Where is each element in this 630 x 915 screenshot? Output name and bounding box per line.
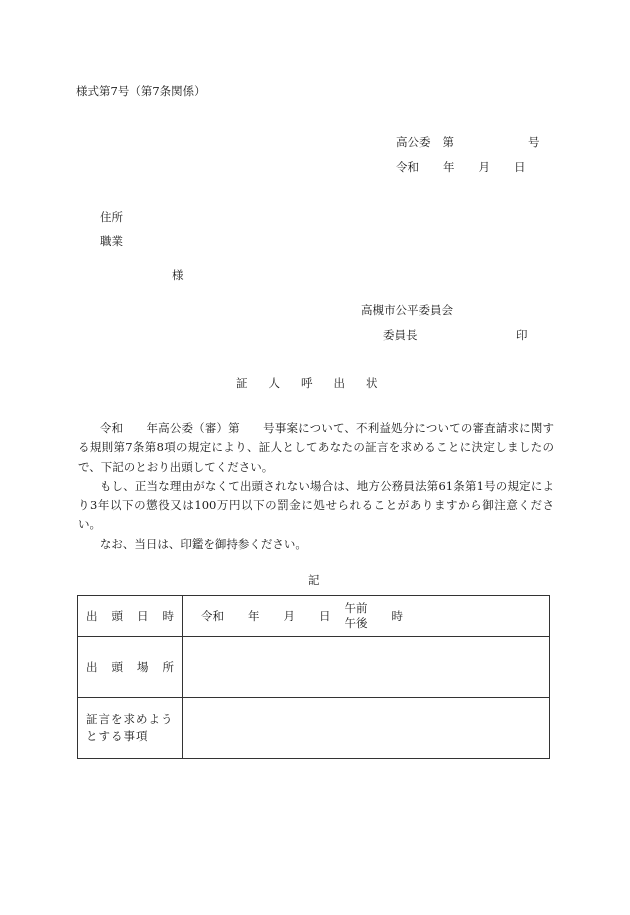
body-paragraph: 令和 年高公委（審）第 号事案について、不利益処分についての審査請求に関する規則第7条第8項の規定により、証人としてあなたの証言を求めることに決定しましたので、下記のとおり出頭してください。 [78, 421, 554, 474]
label-char: 出 [86, 609, 98, 623]
label-char: 場 [137, 660, 149, 674]
label-char: 頭 [111, 609, 123, 623]
honorific: 様 [172, 268, 184, 282]
row3-value-cell [183, 698, 550, 759]
table-row [78, 637, 550, 698]
title-char: 呼 [301, 376, 313, 390]
title-char: 証 [236, 376, 248, 390]
body-text [78, 419, 554, 554]
body-paragraph: もし、正当な理由がなくて出頭されない場合は、地方公務員法第61条第1号の規定により3年以下の懲役又は100万円以下の罰金に処せられることがありますから御注意ください。 [78, 478, 554, 532]
row1-label-cell [78, 596, 183, 637]
issue-date-line [396, 159, 526, 175]
table-row [78, 698, 550, 759]
document-number-line [396, 134, 540, 150]
label-char: 日 [137, 609, 149, 623]
occupation-label: 職業 [100, 234, 123, 248]
row3-label: 証言を求めようとする事項 [86, 712, 174, 743]
body-paragraph: なお、当日は、印鑑を御持参ください。 [99, 536, 307, 551]
document-title [236, 375, 399, 391]
doc-no-prefix: 高公委 [396, 135, 431, 149]
date-era: 令和 [396, 160, 419, 174]
table-row [78, 596, 550, 637]
label-char: 出 [86, 660, 98, 674]
address-label: 住所 [100, 210, 123, 224]
row2-label-cell [78, 637, 183, 698]
row1-month: 月 [283, 609, 295, 623]
am-label: 午前 [344, 601, 368, 615]
label-char: 所 [162, 660, 174, 674]
ki-heading: 記 [308, 573, 320, 587]
form-number: 様式第7号（第7条関係） [76, 84, 206, 98]
date-year: 年 [443, 160, 455, 174]
row1-value-cell [183, 596, 550, 637]
title-char: 人 [268, 376, 280, 390]
doc-no-suffix: 号 [528, 135, 540, 149]
chair-title: 委員長 [383, 328, 418, 342]
title-char: 状 [366, 376, 378, 390]
label-char: 時 [162, 609, 174, 623]
row3-label-cell [78, 698, 183, 759]
issuer-name: 高槻市公平委員会 [361, 303, 453, 317]
row1-year: 年 [248, 609, 260, 623]
title-char: 出 [333, 376, 345, 390]
row1-hour: 時 [391, 609, 403, 623]
pm-label: 午後 [344, 616, 368, 630]
appearance-details-table [77, 595, 550, 759]
am-pm [345, 601, 368, 631]
row1-day: 日 [319, 609, 331, 623]
date-day: 日 [514, 160, 526, 174]
row1-era: 令和 [201, 609, 224, 623]
doc-no-dai: 第 [442, 135, 454, 149]
label-char: 頭 [111, 660, 123, 674]
seal-mark: 印 [516, 328, 528, 342]
date-month: 月 [478, 160, 490, 174]
row2-value-cell [183, 637, 550, 698]
